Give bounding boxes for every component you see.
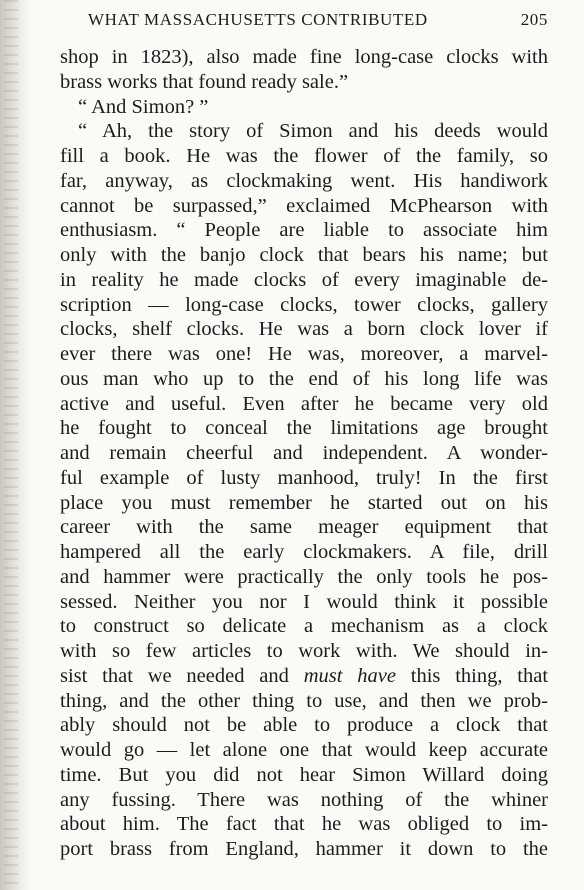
text-line: port brass from England, hammer it down to the <box>60 838 548 860</box>
text-line: scription — long-case clocks, tower clocks, gallery <box>60 293 548 316</box>
text-line: shop in 1823), also made fine long-case clocks with <box>60 46 548 68</box>
text-line: would go — let alone one that would keep accurate <box>60 739 548 761</box>
text-line: sessed. Neither you nor I would think it possible <box>60 590 548 613</box>
body-text <box>60 45 548 862</box>
text-line: about him. The fact that he was obliged to im- <box>60 813 548 836</box>
text-line: ous man who up to the end of his long life was <box>60 367 548 390</box>
text-line: sist that we needed and must have this thing, that <box>60 664 549 687</box>
text-line: time. But you did not hear Simon Willard doing <box>60 763 548 786</box>
text-line: career with the same meager equipment that <box>60 516 548 539</box>
text-line: and remain cheerful and independent. A wonder- <box>60 442 548 464</box>
text-line: place you must remember he started out on his <box>60 491 548 514</box>
text-line: cannot be surpassed,” exclaimed McPhearson with <box>60 194 548 217</box>
text-line: ever there was one! He was, moreover, a marvel- <box>60 343 548 365</box>
text-line: any fussing. There was nothing of the whiner <box>60 788 548 811</box>
text-line: active and useful. Even after he became very old <box>60 392 548 415</box>
text-line: with so few articles to work with. We should in- <box>60 640 548 662</box>
page-number: 205 <box>520 10 548 29</box>
text-line: ful example of lusty manhood, truly! In the first <box>60 466 548 489</box>
text-line: brass works that found ready sale.” <box>60 70 349 93</box>
text-line: hampered all the early clockmakers. A file, drill <box>60 541 548 563</box>
text-line: “ And Simon? ” <box>78 95 209 118</box>
text-line: far, anyway, as clockmaking went. His handiwork <box>60 169 548 192</box>
chapter-title: WHAT MASSACHUSETTS CONTRIBUTED <box>88 10 428 29</box>
text-line: he fought to conceal the limitations age brought <box>60 417 548 440</box>
running-head <box>88 10 548 34</box>
text-line: enthusiasm. “ People are liable to associate him <box>60 219 548 242</box>
text-line: only with the banjo clock that bears his name; but <box>60 244 548 266</box>
text-line: thing, and the other thing to use, and then we prob- <box>60 689 548 712</box>
text-line: in reality he made clocks of every imaginable de- <box>60 268 548 291</box>
text-line: fill a book. He was the flower of the family, so <box>60 145 548 167</box>
text-line: and hammer were practically the only tools he pos- <box>60 565 548 588</box>
binding-shadow <box>4 0 18 890</box>
text-line: ably should not be able to produce a clock that <box>60 714 548 737</box>
text-line: to construct so delicate a mechanism as a clock <box>60 615 548 638</box>
text-line: clocks, shelf clocks. He was a born clock lover if <box>60 318 548 341</box>
text-line: “ Ah, the story of Simon and his deeds would <box>78 120 548 143</box>
emphasis: must have <box>303 664 396 687</box>
